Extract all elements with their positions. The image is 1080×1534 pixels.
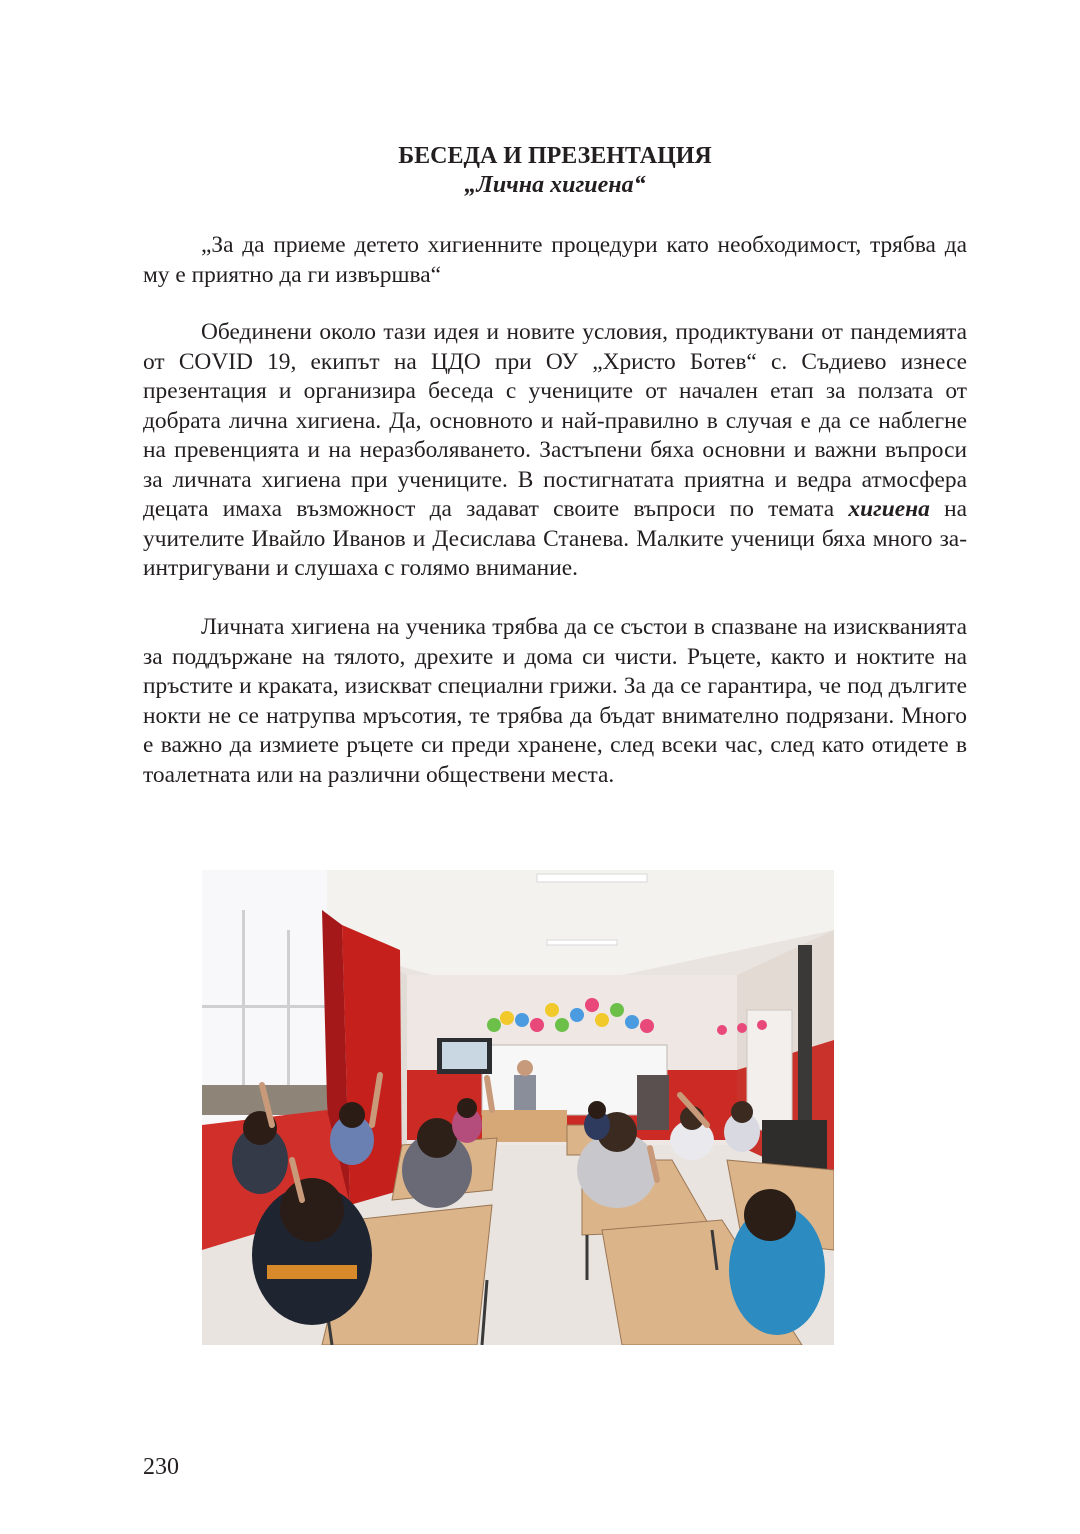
page-subtitle: „Лична хигиена“ xyxy=(464,172,646,198)
page-number: 230 xyxy=(143,1454,179,1480)
body-paragraph-1 xyxy=(143,318,967,584)
classroom-photo xyxy=(202,870,834,1345)
paragraph-1-text-end: на учителите Ивайло Иванов и Десислава Станева. Малките ученици бяха много заинтригувани и слушаха с голямо внимание. xyxy=(143,496,968,581)
body-paragraph-2: Личната хигиена на ученика трябва да се състои в спазване на изискванията за поддържане на тялото, дрехите и дома си чисти. Ръцете, както и ноктите на пръстите и краката, изискват специални грижи. За да се гарантира, че под дългите нокти не се натрупва мръсотия, те трябва да бъдат внимателно подрязани. Много е важно да измиете ръцете си преди хранене, след всеки час, след като отидете в тоалетната или на различни обществени места. xyxy=(143,614,967,788)
page-title: БЕСЕДА И ПРЕЗЕНТАЦИЯ xyxy=(398,143,712,169)
paragraph-1-text-start: Обединени около тази идея и новите условия, продиктувани от пандемията от COVID 19, екипът на ЦДО при ОУ „Христо Ботев“ с. Съдиево изнесе презентация и организира беседа с учениците от начален етап за ползата от добрата лична хигиена. Да, основното и най-правилно в случая е да се наблегне на превенцията и на неразболяването. Застъпени бяха основни и важни въпроси за личната хигиена при учениците. В постигнатата приятна и ведра атмосфера децата имаха възможност да задават своите въпроси по темата xyxy=(143,319,967,522)
epigraph-quote: „За да приеме детето хигиенните процедури като необходимост, трябва да му е приятно да ги извършва“ xyxy=(143,232,967,288)
emphasized-word: хигиена xyxy=(848,496,930,522)
